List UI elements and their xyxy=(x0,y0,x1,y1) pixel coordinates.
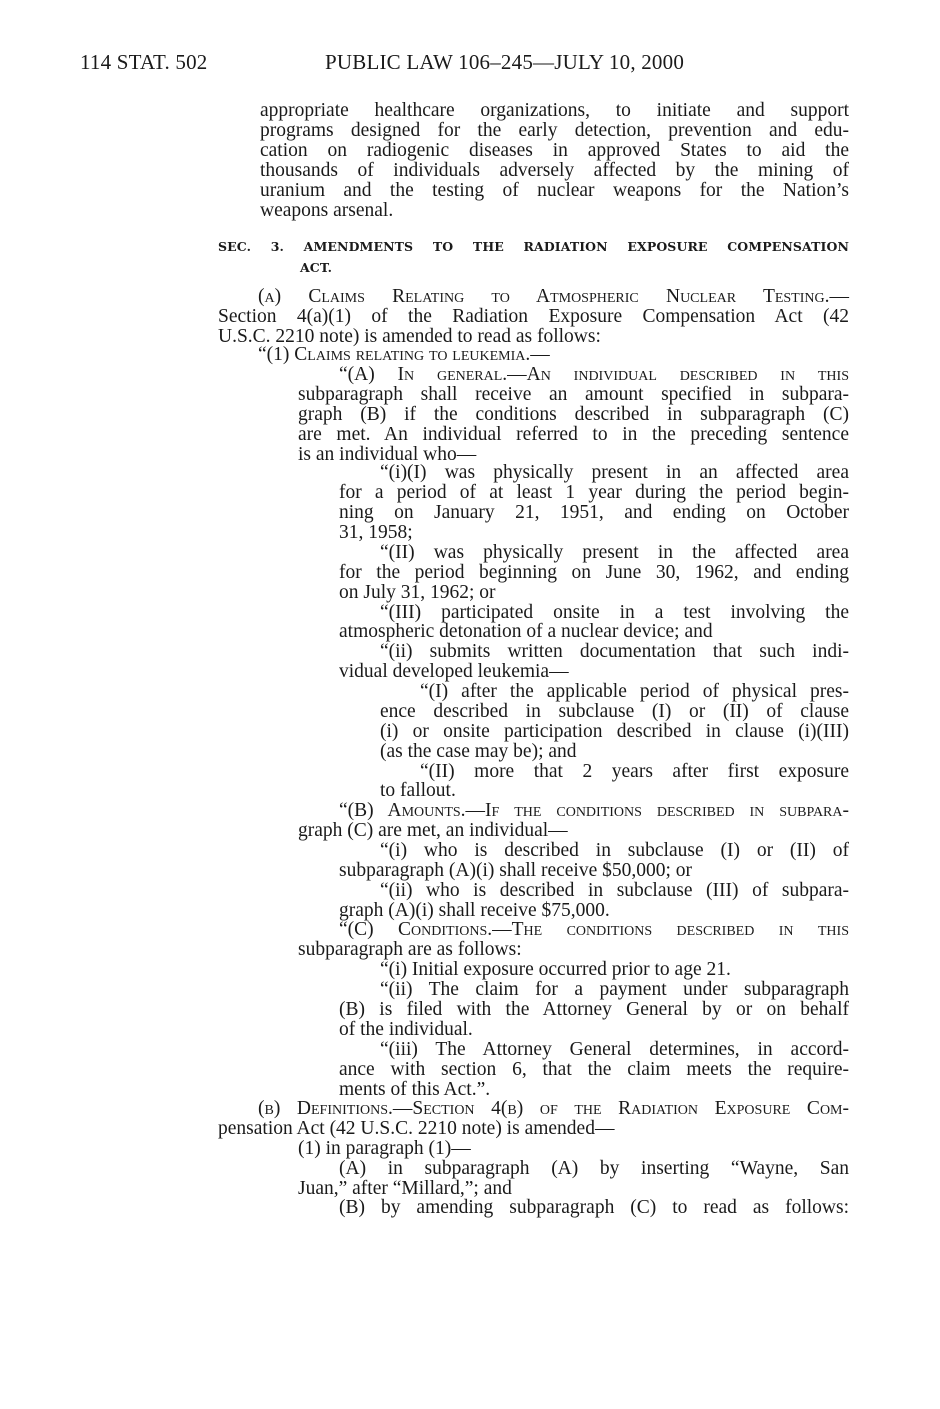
text-line: cation on radiogenic diseases in approved States to aid the xyxy=(260,140,849,161)
text-line: atmospheric detonation of a nuclear device; and xyxy=(339,621,713,642)
text-line: pensation Act (42 U.S.C. 2210 note) is amended— xyxy=(218,1118,615,1139)
text-line: graph (B) if the conditions described in subparagraph (C) xyxy=(298,404,849,425)
text-line: (as the case may be); and xyxy=(380,741,577,762)
text-line: “(i) Initial exposure occurred prior to age 21. xyxy=(380,959,731,980)
text-line: weapons arsenal. xyxy=(260,200,394,221)
text-line: is an individual who— xyxy=(298,444,477,465)
text-line: subparagraph shall receive an amount specified in subpara- xyxy=(298,384,849,405)
text-line: “(iii) The Attorney General determines, in accord- xyxy=(380,1039,849,1060)
text-line: (i) or onsite participation described in clause (i)(III) xyxy=(380,721,849,742)
text-line: “(i) who is described in subclause (I) or (II) of xyxy=(380,840,849,861)
text-line: “(1) Claims relating to leukemia.— xyxy=(258,344,550,365)
text-line: uranium and the testing of nuclear weapons for the Nation’s xyxy=(260,180,849,201)
text-line: for the period beginning on June 30, 1962, and ending xyxy=(339,562,849,583)
text-line: are met. An individual referred to in the preceding sentence xyxy=(298,424,849,445)
running-head: PUBLIC LAW 106–245—JULY 10, 2000 xyxy=(325,50,685,74)
text-line: “(C) Conditions.—The conditions described in this xyxy=(339,919,849,940)
text-line: (A) in subparagraph (A) by inserting “Wayne, San xyxy=(339,1158,849,1179)
text-line: thousands of individuals adversely affected by the mining of xyxy=(260,160,849,181)
text-line: on July 31, 1962; or xyxy=(339,582,496,603)
text-line: “(II) more that 2 years after first exposure xyxy=(420,761,849,782)
text-line: “(ii) submits written documentation that such indi- xyxy=(380,641,849,662)
text-line: “(II) was physically present in the affected area xyxy=(380,542,849,563)
text-line: ence described in subclause (I) or (II) of clause xyxy=(380,701,849,722)
text-line: 31, 1958; xyxy=(339,522,413,543)
text-line: (1) in paragraph (1)— xyxy=(298,1138,471,1159)
text-line: subparagraph (A)(i) shall receive $50,000; or xyxy=(339,860,693,881)
section-heading-line: ACT. xyxy=(300,260,333,275)
text-line: appropriate healthcare organizations, to initiate and support xyxy=(260,100,849,121)
page-reference: 114 STAT. 502 xyxy=(80,50,208,74)
text-line: ning on January 21, 1951, and ending on October xyxy=(339,502,849,523)
text-line: “(III) participated onsite in a test involving the xyxy=(380,602,849,623)
text-line: graph (A)(i) shall receive $75,000. xyxy=(339,900,610,921)
text-line: vidual developed leukemia— xyxy=(339,661,569,682)
text-line: (b) Definitions.—Section 4(b) of the Radiation Exposure Com- xyxy=(258,1098,849,1119)
section-heading-line: SEC. 3. AMENDMENTS TO THE RADIATION EXPOSURE COMPENSATION xyxy=(218,239,849,254)
text-line: Juan,” after “Millard,”; and xyxy=(298,1178,512,1199)
text-line: (B) is filed with the Attorney General by or on behalf xyxy=(339,999,849,1020)
text-line: ments of this Act.”. xyxy=(339,1079,491,1100)
text-line: “(B) Amounts.—If the conditions described in subpara- xyxy=(339,800,849,821)
text-line: “(i)(I) was physically present in an affected area xyxy=(380,462,849,483)
text-line: subparagraph are as follows: xyxy=(298,939,522,960)
text-line: “(A) In general.—An individual described in this xyxy=(339,364,849,385)
text-line: “(I) after the applicable period of physical pres- xyxy=(420,681,849,702)
text-line: “(ii) The claim for a payment under subparagraph xyxy=(380,979,849,1000)
text-line: U.S.C. 2210 note) is amended to read as follows: xyxy=(218,326,601,347)
text-line: to fallout. xyxy=(380,780,456,801)
text-line: programs designed for the early detection, prevention and edu- xyxy=(260,120,849,141)
text-line: Section 4(a)(1) of the Radiation Exposure Compensation Act (42 xyxy=(218,306,849,327)
text-line: of the individual. xyxy=(339,1019,473,1040)
text-line: (a) Claims Relating to Atmospheric Nuclear Testing.— xyxy=(258,286,849,307)
text-line: ance with section 6, that the claim meets the require- xyxy=(339,1059,849,1080)
text-line: “(ii) who is described in subclause (III) of subpara- xyxy=(380,880,849,901)
text-line: graph (C) are met, an individual— xyxy=(298,820,568,841)
text-line: (B) by amending subparagraph (C) to read as follows: xyxy=(339,1197,849,1218)
text-line: for a period of at least 1 year during the period begin- xyxy=(339,482,849,503)
